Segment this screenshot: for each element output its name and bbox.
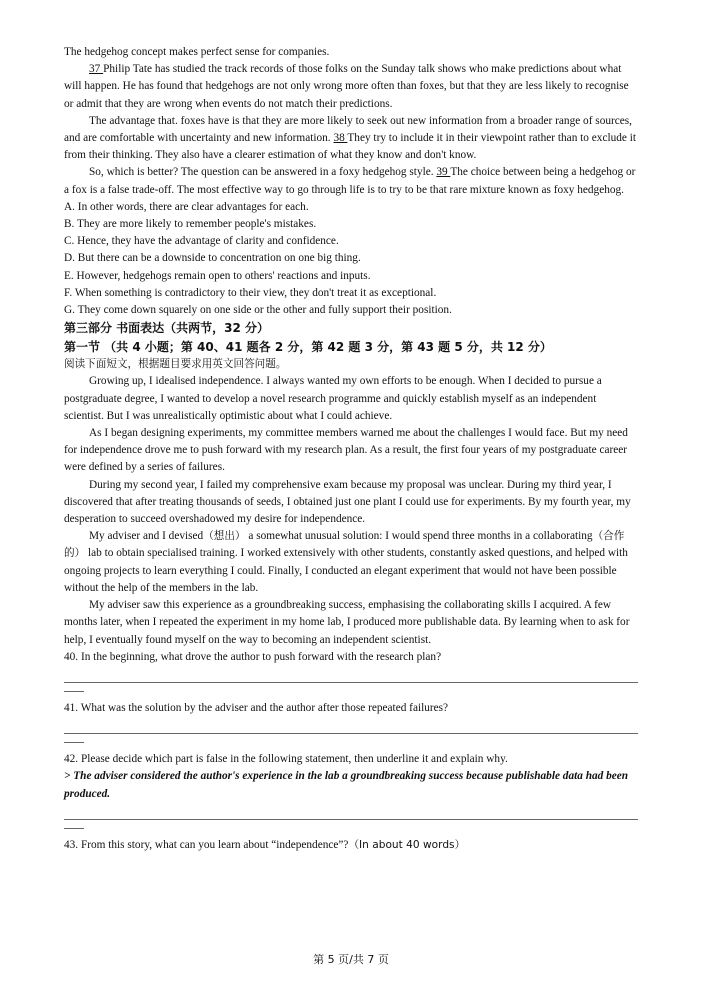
answer-line-40-end[interactable] — [64, 683, 84, 692]
page-footer: 第 5 页/共 7 页 — [313, 953, 389, 966]
gloss-devised: （想出） — [203, 530, 246, 543]
option-e: E. However, hedgehogs remain open to others' reactions and inputs. — [64, 269, 371, 282]
passage-paragraph-4: My adviser and I devised（想出） a somewhat unusual solution: I would spend three months in a collaborating（合作的） lab to obtain specialised training. I worked extensively with other students, constantly asked questions, and helped with ongoing projects to learn everything I could. Finally, I conducted an elegant experiment that would not have been possible without the help of the members in the lab. — [64, 530, 628, 594]
gloss-collaborating: （合作的） — [64, 530, 625, 560]
answer-line-42-end[interactable] — [64, 820, 84, 829]
answer-line-42[interactable] — [64, 805, 638, 820]
option-d: D. But there can be a downside to concentration on one big thing. — [64, 252, 361, 265]
instruction: 阅读下面短文，根据题目要求用英文回答问题。 — [64, 358, 287, 371]
part3-heading: 第三部分 书面表达（共两节，32 分） — [64, 321, 270, 336]
option-f: F. When something is contradictory to their view, they don't treat it as exceptional. — [64, 286, 437, 299]
section1-heading: 第一节 （共 4 小题；第 40、41 题各 2 分，第 42 题 3 分，第 43 题 5 分，共 12 分） — [64, 339, 552, 354]
passage-paragraph-5: My adviser saw this experience as a groundbreaking success, emphasising the collaborating skills I acquired. A few months later, when I repeated the experiment in my home lab, I produced more publishable data. By learning when to ask for help, I eventually found myself on the way to becoming an independent scientist. — [64, 599, 630, 646]
paragraph-intro: The hedgehog concept makes perfect sense for companies. — [64, 46, 330, 58]
option-g: G. They come down squarely on one side or the other and fully support their position. — [64, 304, 452, 317]
question-40: 40. In the beginning, what drove the author to push forward with the research plan? — [64, 650, 442, 663]
answer-line-41-end[interactable] — [64, 734, 84, 743]
blank-38[interactable]: 38 — [333, 132, 348, 145]
passage-paragraph-2: As I began designing experiments, my committee members warned me about the challenges I would face. But my need for independence drove me to push forward with my research plan. As a result, the first four years of my postgraduate career were defined by a series of failures. — [64, 427, 628, 474]
option-b: B. They are more likely to remember people's mistakes. — [64, 218, 317, 231]
paragraph-37: 37 Philip Tate has studied the track records of those folks on the Sunday talk shows who make predictions about what will happen. He has found that hedgehogs are not only wrong more often than foxes, but that they are less likely to recognise or admit that they are wrong when events do not match their predictions. — [64, 63, 629, 110]
paragraph-38: The advantage that. foxes have is that they are more likely to seek out new information from a broader range of sources, and are comfortable with uncertainty and new information. 38 They try to include it in their viewpoint rather than to exclude it from their thinking. They also have a clearer estimation of what they know and don't know. — [64, 114, 637, 162]
answer-line-41[interactable] — [64, 719, 638, 734]
paragraph-39: So, which is better? The question can be answered in a foxy hedgehog style. 39 The choice between being a hedgehog or a fox is a false trade-off. The most effective way to go through life is to try to be that rare mixture known as foxy hedgehog. — [64, 166, 636, 196]
option-c: C. Hence, they have the advantage of clarity and confidence. — [64, 235, 339, 248]
question-42: 42. Please decide which part is false in the following statement, then underline it and explain why. — [64, 753, 508, 766]
passage-paragraph-3: During my second year, I failed my comprehensive exam because my proposal was unclear. During my third year, I discovered that after treating thousands of seeds, I obtained just one plant I could use for experiments. By my fourth year, my desperation to succeed overshadowed my desire for independence. — [64, 478, 631, 526]
passage-paragraph-1: Growing up, I idealised independence. I always wanted my own efforts to be enough. When I decided to pursue a postgraduate degree, I wanted to develop a novel research programme and quickly establish myself as an independent scientist. But I was unrealistically optimistic about what I could achieve. — [64, 375, 602, 422]
option-a: A. In other words, there are clear advantages for each. — [64, 200, 309, 213]
answer-line-40[interactable] — [64, 668, 638, 683]
blank-37[interactable]: 37 — [89, 63, 104, 76]
question-41: 41. What was the solution by the adviser and the author after those repeated failures? — [64, 701, 449, 714]
options-list — [64, 199, 638, 319]
blank-39[interactable]: 39 — [436, 166, 451, 179]
question-43: 43. From this story, what can you learn about “independence”?（In about 40 words） — [64, 838, 466, 851]
question-42-statement: > The adviser considered the author's experience in the lab a groundbreaking success because publishable data had been produced. — [64, 770, 629, 800]
